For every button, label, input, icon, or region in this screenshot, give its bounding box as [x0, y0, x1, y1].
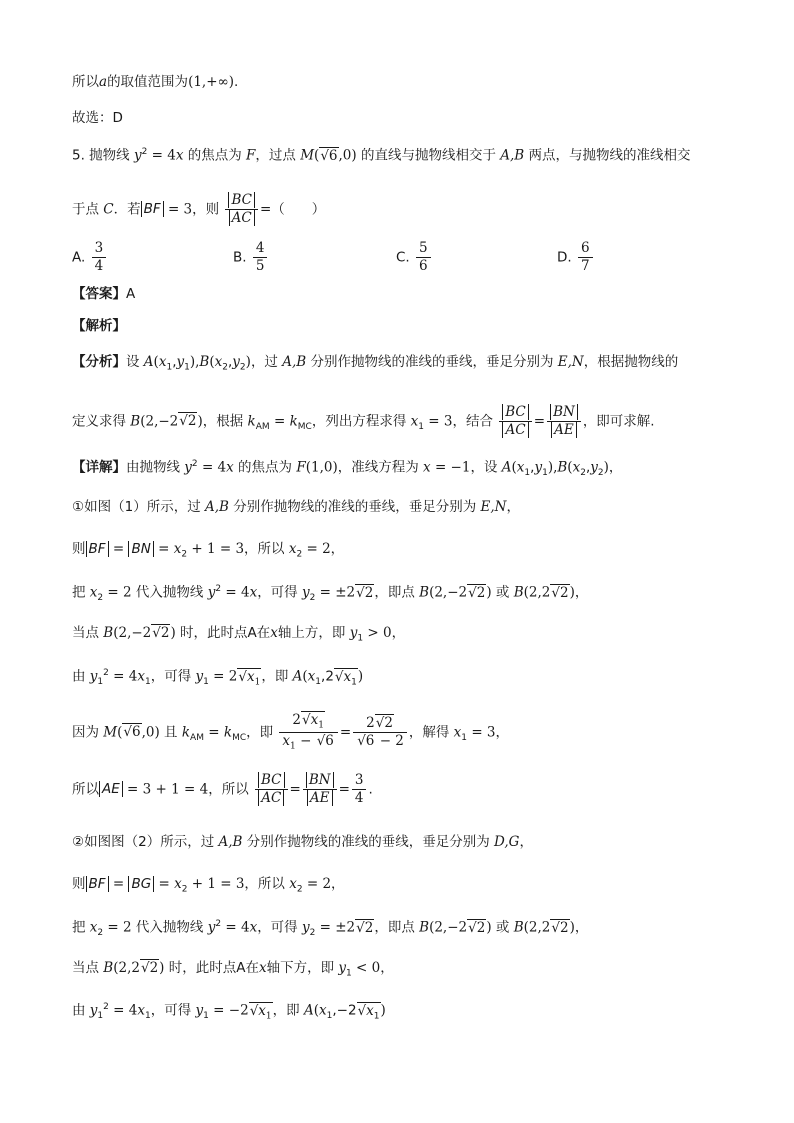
- answer-line: 【答案】A: [72, 286, 136, 302]
- solution-line: 把 $x_2 = 2$ 代入抛物线 $y^2 = 4x$，可得 $y_2 = \pm 2√2$，即点 B(2,−2√2) 或 B(2,2√2)，: [72, 584, 589, 604]
- option-c: C. $\frac{5}{6}$: [396, 240, 433, 275]
- text-line: 故选：D: [72, 110, 123, 126]
- analysis-line: 定义求得 B(2,−2√2)，根据 $k_{AM} = k_{MC}$，列出方程求得 $x_1 = 3$，结合 $\frac{BC}{AC}$ = $\frac{BN}{AE}$ ，即可求解.: [72, 404, 655, 438]
- solution-line: 把 $x_2 = 2$ 代入抛物线 $y^2 = 4x$，可得 $y_2 = \pm 2√2$，即点 B(2,−2√2) 或 B(2,2√2)，: [72, 919, 589, 939]
- solution-line: 当点 B(2,−2√2) 时，此时点A在x轴上方，即 $y_1 > 0$，: [72, 625, 406, 644]
- solution-line: 由 $y_1^2 = 4x_1$，可得 $y_1 = 2√x_1$，即 $A(x_1,2√x_1)$: [72, 668, 364, 688]
- solution-line: 【详解】由抛物线 $y^2 = 4x$ 的焦点为 F(1,0)，准线方程为 x = −1，设 $A(x_1,y_1),B(x_2,y_2)$，: [72, 459, 623, 479]
- solution-line: 因为 M(√6,0) 且 $k_{AM} = k_{MC}$，即 $\frac{2√x_1}{x_1 - √6}$ = $\frac{2√2}{√6 - 2}$ ，解得 $x_1 = 3$，: [72, 712, 510, 752]
- text-line: 所以a的取值范围为(1,+∞).: [72, 74, 239, 90]
- solution-line: 则 BF = BN = $x_2 + 1 = 3$，所以 $x_2 = 2$，: [72, 541, 345, 560]
- solution-line: 当点 B(2,2√2) 时，此时点A在x轴下方，即 $y_1 < 0$，: [72, 960, 394, 979]
- question-stem-line: 5. 抛物线 $y^2 = 4x$ 的焦点为 F，过点 M(√6,0) 的直线与抛物线相交于 A,B 两点，与抛物线的准线相交: [72, 147, 691, 164]
- option-a: A. $\frac{3}{4}$: [72, 240, 108, 275]
- solution-line: 则 BF = BG = $x_2 + 1 = 3$，所以 $x_2 = 2$，: [72, 876, 345, 895]
- solution-line: 由 $y_1^2 = 4x_1$，可得 $y_1 = -2√x_1$，即 $A(x_1,-2√x_1)$: [72, 1002, 386, 1022]
- solution-line: 所以 AE = 3 + 1 = 4，所以 $\frac{BC}{AC}$ = $\frac{BN}{AE}$ = $\frac{3}{4}$ .: [72, 772, 373, 806]
- analysis-heading: 【解析】: [72, 318, 126, 334]
- solution-line: ①如图（1）所示，过 A,B 分别作抛物线的准线的垂线，垂足分别为 E,N，: [72, 499, 520, 515]
- question-stem-line: 于点 C．若 BF = 3，则 $\frac{BC}{AC}$ =（ ）: [72, 192, 326, 226]
- analysis-line: 【分析】设 $A(x_1,y_1),B(x_2,y_2)$，过 A,B 分别作抛物线的准线的垂线，垂足分别为 E,N，根据抛物线的: [72, 354, 679, 373]
- option-d: D. $\frac{6}{7}$: [557, 240, 595, 275]
- option-b: B. $\frac{4}{5}$: [233, 240, 269, 275]
- solution-line: ②如图图（2）所示，过 A,B 分别作抛物线的准线的垂线，垂足分别为 D,G，: [72, 834, 533, 850]
